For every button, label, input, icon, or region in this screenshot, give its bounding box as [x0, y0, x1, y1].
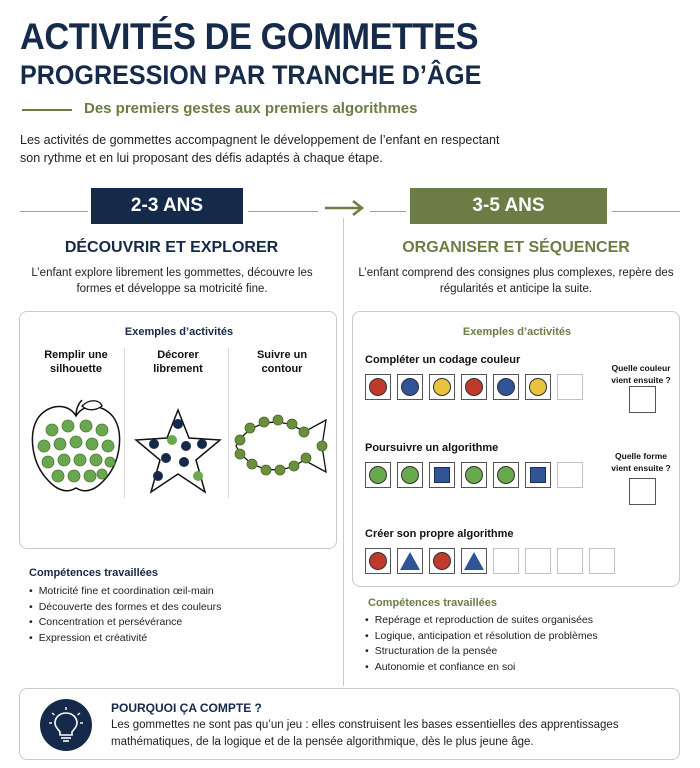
empty-cell: [557, 548, 583, 574]
empty-cell: [525, 548, 551, 574]
examples-card-left: [19, 311, 337, 549]
green-circle-sticker: [497, 466, 515, 484]
blue-square-sticker: [530, 467, 546, 483]
row-label: Créer son propre algorithme: [365, 528, 514, 540]
yellow-circle-sticker: [433, 378, 451, 396]
sequence-cell: [429, 548, 455, 574]
blue-circle-sticker: [497, 378, 515, 396]
sequence-cell: [461, 374, 487, 400]
row-label: Poursuivre un algorithme: [365, 442, 499, 454]
divider-right-a: [370, 211, 406, 212]
sequence-cell: [397, 374, 423, 400]
page-subtitle: PROGRESSION PAR TRANCHE D’ÂGE: [20, 60, 482, 90]
section-title-left: DÉCOUVRIR ET EXPLORER: [64, 239, 279, 256]
example-label: Suivre un contour: [256, 349, 308, 375]
skills-list-left: [29, 584, 221, 646]
green-circle-sticker: [369, 466, 387, 484]
fish-icon: [230, 408, 334, 484]
column-divider: [343, 218, 344, 686]
red-circle-sticker: [369, 378, 387, 396]
skill-item: • Découverte des formes et des couleurs: [29, 600, 221, 616]
sequence-cell: [365, 462, 391, 488]
skills-list-right: [365, 613, 598, 675]
sequence-cell: [525, 374, 551, 400]
red-circle-sticker: [369, 552, 387, 570]
skill-item: • Repérage et reproduction de suites organisées: [365, 613, 598, 629]
skill-item: • Expression et créativité: [29, 631, 221, 647]
sequence-cell: [429, 462, 455, 488]
examples-heading: Exemples d’activités: [462, 326, 572, 338]
green-circle-sticker: [401, 466, 419, 484]
blue-square-sticker: [434, 467, 450, 483]
answer-box: [629, 386, 656, 413]
sequence-cell: [461, 548, 487, 574]
skill-item: • Motricité fine et coordination œil-main: [29, 584, 221, 600]
skills-heading-left: Compétences travaillées: [29, 567, 159, 579]
age-badge-3-5: 3-5 ANS: [410, 188, 607, 224]
examples-card-right: [352, 311, 680, 587]
sequence-cell: [525, 462, 551, 488]
empty-cell: [589, 548, 615, 574]
section-description-right: L’enfant comprend des consignes plus complexes, repère des régularités et anticipe la suite.: [358, 267, 674, 295]
empty-cell: [557, 374, 583, 400]
examples-heading: Exemples d’activités: [124, 326, 234, 338]
green-circle-sticker: [465, 466, 483, 484]
sequence-cell: [429, 374, 455, 400]
sequence-cell: [493, 462, 519, 488]
skill-item: • Structuration de la pensée: [365, 644, 598, 660]
empty-cell: [493, 548, 519, 574]
divider-right-b: [612, 211, 680, 212]
skill-item: • Concentration et persévérance: [29, 615, 221, 631]
section-title-right: ORGANISER ET SÉQUENCER: [402, 239, 630, 256]
question-label: Quelle forme vient ensuite ?: [611, 451, 671, 473]
sequence-cell: [397, 462, 423, 488]
blue-triangle-sticker: [464, 552, 484, 570]
skill-item: • Autonomie et confiance en soi: [365, 660, 598, 676]
sequence-row: [365, 374, 583, 400]
sequence-row: [365, 548, 615, 574]
red-circle-sticker: [433, 552, 451, 570]
sequence-cell: [461, 462, 487, 488]
star-icon: [132, 406, 224, 498]
red-circle-sticker: [465, 378, 483, 396]
answer-box: [629, 478, 656, 505]
example-label: Remplir une silhouette: [44, 349, 108, 375]
empty-cell: [557, 462, 583, 488]
column-separator: [228, 348, 229, 498]
divider-left-b: [248, 211, 318, 212]
sequence-cell: [493, 374, 519, 400]
sequence-cell: [365, 374, 391, 400]
question-label: Quelle couleur vient ensuite ?: [611, 363, 671, 385]
sequence-cell: [397, 548, 423, 574]
why-text: Les gommettes ne sont pas qu’un jeu : elles construisent les bases essentielles des apprentissages mathématiques, de la logique et de la pensée algorithmique, dès le plus jeune âge.: [111, 719, 619, 748]
why-it-matters-box: [19, 688, 680, 760]
why-title: POURQUOI ÇA COMPTE ?: [111, 701, 262, 715]
intro-paragraph: Les activités de gommettes accompagnent le développement de l’enfant en respectant son rythme et en lui proposant des défis adaptés à chaque étape.: [20, 133, 500, 165]
apple-icon: [28, 398, 124, 498]
age-badge-2-3: 2-3 ANS: [91, 188, 243, 224]
tagline: Des premiers gestes aux premiers algorithmes: [84, 100, 418, 117]
yellow-circle-sticker: [529, 378, 547, 396]
row-label: Compléter un codage couleur: [365, 354, 521, 366]
lightbulb-badge: [40, 699, 92, 751]
blue-triangle-sticker: [400, 552, 420, 570]
lightbulb-icon: [40, 699, 92, 751]
arrow-right-icon: [323, 198, 367, 218]
example-label: Décorer librement: [153, 349, 203, 375]
section-description-left: L’enfant explore librement les gommettes, découvre les formes et développe sa motricité fine.: [31, 267, 313, 295]
blue-circle-sticker: [401, 378, 419, 396]
sequence-row: [365, 462, 583, 488]
skill-item: • Logique, anticipation et résolution de problèmes: [365, 629, 598, 645]
skills-heading-right: Compétences travaillées: [368, 597, 498, 609]
sequence-cell: [365, 548, 391, 574]
divider-left-a: [20, 211, 88, 212]
subtitle-rule: [22, 109, 72, 111]
column-separator: [124, 348, 125, 498]
page-title: ACTIVITÉS DE GOMMETTES: [20, 16, 479, 57]
